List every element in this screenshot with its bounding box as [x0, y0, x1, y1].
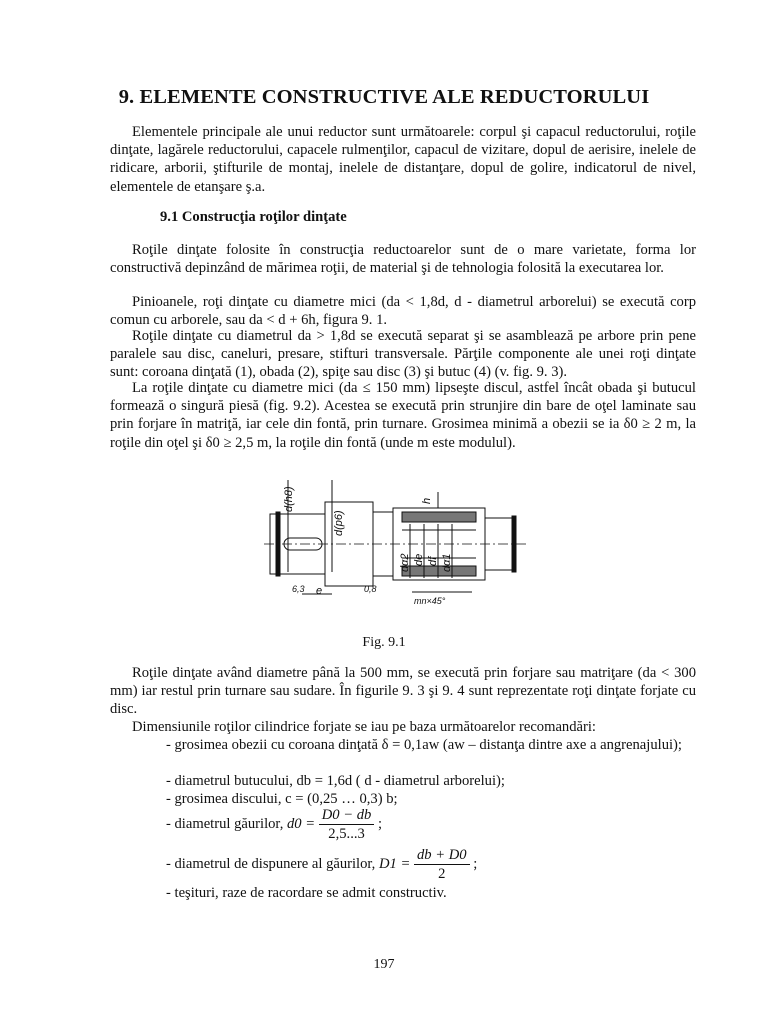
formula-d0-fraction — [319, 806, 375, 843]
formula-d0-numerator: D0 − db — [319, 806, 375, 825]
formula-d0-lhs: d0 = — [287, 816, 316, 833]
paragraph-6: Dimensiunile roţilor cilindrice forjate se iau pe baza următoarelor recomandări: — [132, 719, 596, 735]
label-d-p6: d(p6) — [333, 510, 345, 536]
bullet-hole-pitch-diameter — [166, 846, 477, 883]
paragraph-4: La roţile dinţate cu diametre mici (da ≤ 150 mm) lipseşte discul, astfel încât obada şi butucul formează o singură piesă (fig. 9.2). Acestea se execută prin strunjire din bare de oţel laminate sau prin forjare în matriţă, iar cele din fontă, prin turnare. Grosimea minimă a obezii se ia δ0 ≥ 2 m, la roţile din oţel şi δ0 ≥ 2,5 m, la roţile din fontă (unde m este modulul). — [110, 380, 696, 451]
paragraph-3: Roţile dinţate cu diametrul da > 1,8d se execută separat şi se asamblează pe arbore prin pene paralele sau disc, caneluri, presare, stifturi transversale. Părţile componente ale unei roţi dinţate sunt: coroana dinţată (1), obada (2), spiţe sau disc (3) şi butuc (4) (v. fig. 9. 3). — [110, 328, 696, 381]
bullet-hub-diameter: - diametrul butucului, db = 1,6d ( d - diametrul arborelui); — [166, 773, 505, 789]
figure-caption: Fig. 9.1 — [362, 635, 406, 650]
label-df: df — [427, 556, 439, 566]
bullet-hole-pitch-text: - diametrul de dispunere al găurilor, — [166, 856, 376, 873]
formula-d0-semicolon: ; — [377, 816, 383, 833]
label-de: de — [413, 553, 425, 566]
label-6-3: 6,3 — [292, 584, 305, 594]
formula-d1-semicolon: ; — [473, 856, 478, 873]
bullet-hole-diameter-text: - diametrul găurilor, — [166, 816, 284, 833]
formula-d1-lhs: D1 = — [379, 856, 411, 873]
paragraph-1: Roţile dinţate folosite în construcţia reductoarelor sunt de o mare varietate, forma lor constructivă depinzând de mărimea roţii, de material şi de tehnologia folosită la executarea lor. — [110, 242, 696, 277]
intro-paragraph: Elementele principale ale unui reductor sunt următoarele: corpul şi capacul reductorului, roţile dinţate, lagărele reductorului, capacele rulmenţilor, capacul de vizitare, dopul de aerisire, inelele de ridicare, arborii, ştifturile de montaj, inelele de distanţare, dopul de golire, indicatorul de nivel, elementele de etanşare ş.a. — [110, 124, 696, 195]
chapter-title: 9. ELEMENTE CONSTRUCTIVE ALE REDUCTORULUI — [118, 86, 650, 108]
formula-d1-fraction — [414, 846, 470, 883]
bullet-chamfers: - teşituri, raze de racordare se admit constructiv. — [166, 885, 447, 901]
paragraph-2: Pinioanele, roţi dinţate cu diametre mici (da < 1,8d, d - diametrul arborelui) se execută corp comun cu arborele, sau da < d + 6h, figura 9. 1. — [110, 294, 696, 329]
bullet-hole-diameter — [166, 806, 382, 843]
label-h: h — [421, 497, 433, 504]
label-da1: dα1 — [441, 553, 453, 572]
label-chamfer: mn×45° — [414, 596, 446, 606]
label-0-8: 0,8 — [364, 584, 377, 594]
label-d-h8: d(h8) — [283, 486, 295, 512]
paragraph-5: Roţile dinţate având diametre până la 500 mm, se execută prin forjare sau matriţare (da < 300 mm) iar restul prin turnare sau sudare. În figurile 9. 3 şi 9. 4 sunt reprezentate roţi dinţate forjate cu disc. — [110, 665, 696, 718]
figure-9-1-drawing — [262, 472, 530, 622]
formula-d1-denominator: 2 — [438, 866, 446, 883]
label-da2: dα2 — [399, 553, 411, 572]
page-number: 197 — [373, 957, 395, 972]
label-e: e — [316, 585, 323, 597]
bullet-disc-thickness: - grosimea discului, c = (0,25 … 0,3) b; — [166, 791, 398, 807]
section-title: 9.1 Construcţia roţilor dinţate — [160, 209, 347, 225]
bullet-rim-thickness: - grosimea obezii cu coroana dinţată δ = 0,1aw (aw – distanţa dintre axe a angrenajului); — [166, 737, 682, 753]
formula-d0-denominator: 2,5...3 — [328, 826, 365, 843]
formula-d1-numerator: db + D0 — [414, 846, 470, 865]
